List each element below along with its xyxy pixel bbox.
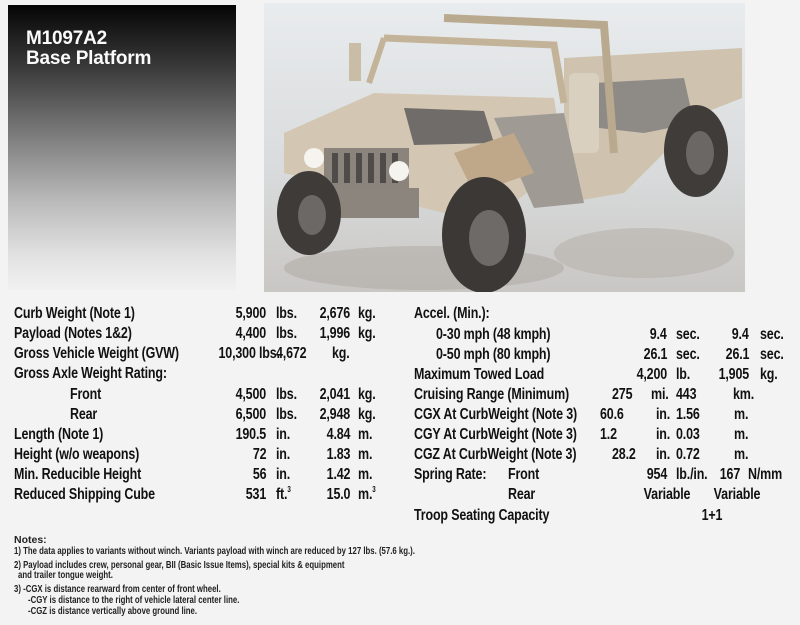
spec-unit-imperial: lbs. [276, 406, 297, 423]
spec-unit-metric: kg. [760, 366, 778, 383]
spec-value-imperial: 5,900 [235, 305, 266, 322]
spec-unit-metric: m. [358, 466, 373, 483]
spec-label: Gross Vehicle Weight (GVW) [14, 345, 179, 362]
spec-label: Length (Note 1) [14, 426, 104, 443]
spec-unit-imperial: lb. [676, 366, 691, 383]
spec-value-imperial: 4,500 [235, 386, 266, 403]
unit-text: m. [358, 486, 373, 503]
unit-text: ft. [276, 486, 288, 503]
note-item: 2) Payload includes crew, personal gear, BII (Basic Issue Items), special kits & equipment [14, 560, 345, 571]
spec-value-imperial: Variable [643, 486, 691, 503]
spec-label: CGY At CurbWeight (Note 3) [414, 426, 577, 443]
spec-unit-imperial: lbs. [276, 386, 297, 403]
spec-value-imperial: 9.4 [650, 326, 667, 343]
spec-value-imperial: 28.2 [612, 446, 636, 463]
spec-label: CGX At CurbWeight (Note 3) [414, 406, 578, 423]
spec-unit-metric: kg. [358, 386, 376, 403]
spec-unit-metric [358, 486, 376, 504]
spec-value-imperial: 4,400 [235, 325, 266, 342]
title-banner [8, 5, 236, 290]
model-subtitle: Base Platform [26, 48, 152, 69]
spec-value-metric: 4.84 [326, 426, 350, 443]
model-name: M1097A2 [26, 28, 107, 49]
notes-title: Notes: [14, 534, 47, 546]
spec-unit-imperial: lbs. [276, 305, 297, 322]
spec-unit-imperial [276, 486, 291, 504]
spec-value-metric: 0.72 [676, 446, 700, 463]
spec-unit-metric: kg. [358, 406, 376, 423]
spec-value-metric: 2,041 [319, 386, 350, 403]
spec-value-metric: 15.0 [326, 486, 350, 503]
spec-unit-imperial: lb./in. [676, 466, 708, 483]
spec-value-metric: 26.1 [725, 346, 749, 363]
spec-unit-metric: sec. [760, 346, 784, 363]
spec-value-metric: 1.56 [676, 406, 700, 423]
spec-label: Rear [70, 406, 98, 423]
spec-label: 0-50 mph (80 kmph) [436, 346, 551, 363]
spec-unit-imperial: in. [276, 426, 291, 443]
spec-unit-imperial: mi. [651, 386, 669, 403]
spec-unit-metric: kg. [358, 305, 376, 322]
unit-superscript: 3 [287, 485, 291, 494]
spec-label: Reduced Shipping Cube [14, 486, 155, 503]
spec-value-metric: 9.4 [732, 326, 749, 343]
spec-value-metric: 1,996 [319, 325, 350, 342]
spec-label: Min. Reducible Height [14, 466, 142, 483]
spec-unit-imperial: sec. [676, 326, 700, 343]
spec-value-metric: 1.83 [326, 446, 350, 463]
spec-value: 1+1 [701, 507, 723, 524]
spec-unit-imperial: in. [276, 466, 291, 483]
spec-value-metric: 1.42 [326, 466, 350, 483]
spec-value-imperial: 10,300 [218, 345, 256, 362]
note-item: 3) -CGX is distance rearward from center of front wheel. [14, 584, 221, 595]
spec-label: Spring Rate: [414, 466, 487, 483]
spec-label: Cruising Range (Minimum) [414, 386, 570, 403]
spec-unit-metric: m. [358, 446, 373, 463]
spec-label: 0-30 mph (48 kmph) [436, 326, 551, 343]
spec-unit-imperial: lbs. [276, 325, 297, 342]
spec-sublabel: Rear [508, 486, 536, 503]
spec-unit-metric: sec. [760, 326, 784, 343]
vehicle-icon [264, 3, 745, 292]
note-item: and trailer tongue weight. [18, 570, 113, 581]
spec-label: Gross Axle Weight Rating: [14, 365, 167, 382]
spec-unit-imperial: in. [656, 446, 671, 463]
spec-value-metric: 167 [719, 466, 740, 483]
spec-unit-metric: km. [733, 386, 755, 403]
spec-label: Troop Seating Capacity [414, 507, 550, 524]
spec-unit-imperial: in. [656, 426, 671, 443]
spec-unit-metric: N/mm [748, 466, 783, 483]
spec-value-metric: Variable [713, 486, 761, 503]
spec-unit-metric: m. [358, 426, 373, 443]
unit-superscript: 3 [372, 485, 376, 494]
spec-value-imperial: 4,200 [636, 366, 667, 383]
spec-unit-imperial: in. [656, 406, 671, 423]
spec-value-imperial: 190.5 [235, 426, 266, 443]
spec-label: Height (w/o weapons) [14, 446, 140, 463]
spec-value-metric: 443 [676, 386, 697, 403]
spec-value-imperial: 275 [612, 386, 633, 403]
spec-label: Front [70, 386, 102, 403]
spec-unit-metric: m. [734, 446, 749, 463]
note-item: -CGZ is distance vertically above ground line. [28, 606, 198, 617]
spec-label: CGZ At CurbWeight (Note 3) [414, 446, 577, 463]
spec-label: Payload (Notes 1&2) [14, 325, 132, 342]
spec-value-metric: 4,672 [276, 345, 307, 362]
spec-unit-imperial: sec. [676, 346, 700, 363]
spec-value-metric: 0.03 [676, 426, 700, 443]
spec-unit-metric: kg. [332, 345, 350, 362]
spec-value-metric: 2,948 [319, 406, 350, 423]
note-item: 1) The data applies to variants without winch. Variants payload with winch are reduced by 127 lbs. (57.6 kg.). [14, 546, 415, 557]
spec-label: Accel. (Min.): [414, 305, 490, 322]
spec-unit-metric: m. [734, 406, 749, 423]
spec-value-imperial: 56 [252, 466, 266, 483]
spec-unit-metric: m. [734, 426, 749, 443]
spec-value-imperial: 1.2 [600, 426, 617, 443]
spec-value-metric: 2,676 [319, 305, 350, 322]
spec-value-imperial: 60.6 [600, 406, 624, 423]
spec-unit-metric: kg. [358, 325, 376, 342]
spec-value-metric: 1,905 [718, 366, 749, 383]
vehicle-photo [264, 3, 745, 292]
spec-value-imperial: 26.1 [643, 346, 667, 363]
spec-unit-imperial: in. [276, 446, 291, 463]
spec-value-imperial: 954 [646, 466, 667, 483]
spec-sublabel: Front [508, 466, 540, 483]
spec-unit-imperial: lbs. [259, 345, 280, 362]
spec-value-imperial: 72 [252, 446, 266, 463]
spec-label: Curb Weight (Note 1) [14, 305, 135, 322]
spec-label: Maximum Towed Load [414, 366, 545, 383]
spec-value-imperial: 6,500 [235, 406, 266, 423]
spec-value-imperial: 531 [245, 486, 266, 503]
note-item: -CGY is distance to the right of vehicle lateral center line. [28, 595, 240, 606]
